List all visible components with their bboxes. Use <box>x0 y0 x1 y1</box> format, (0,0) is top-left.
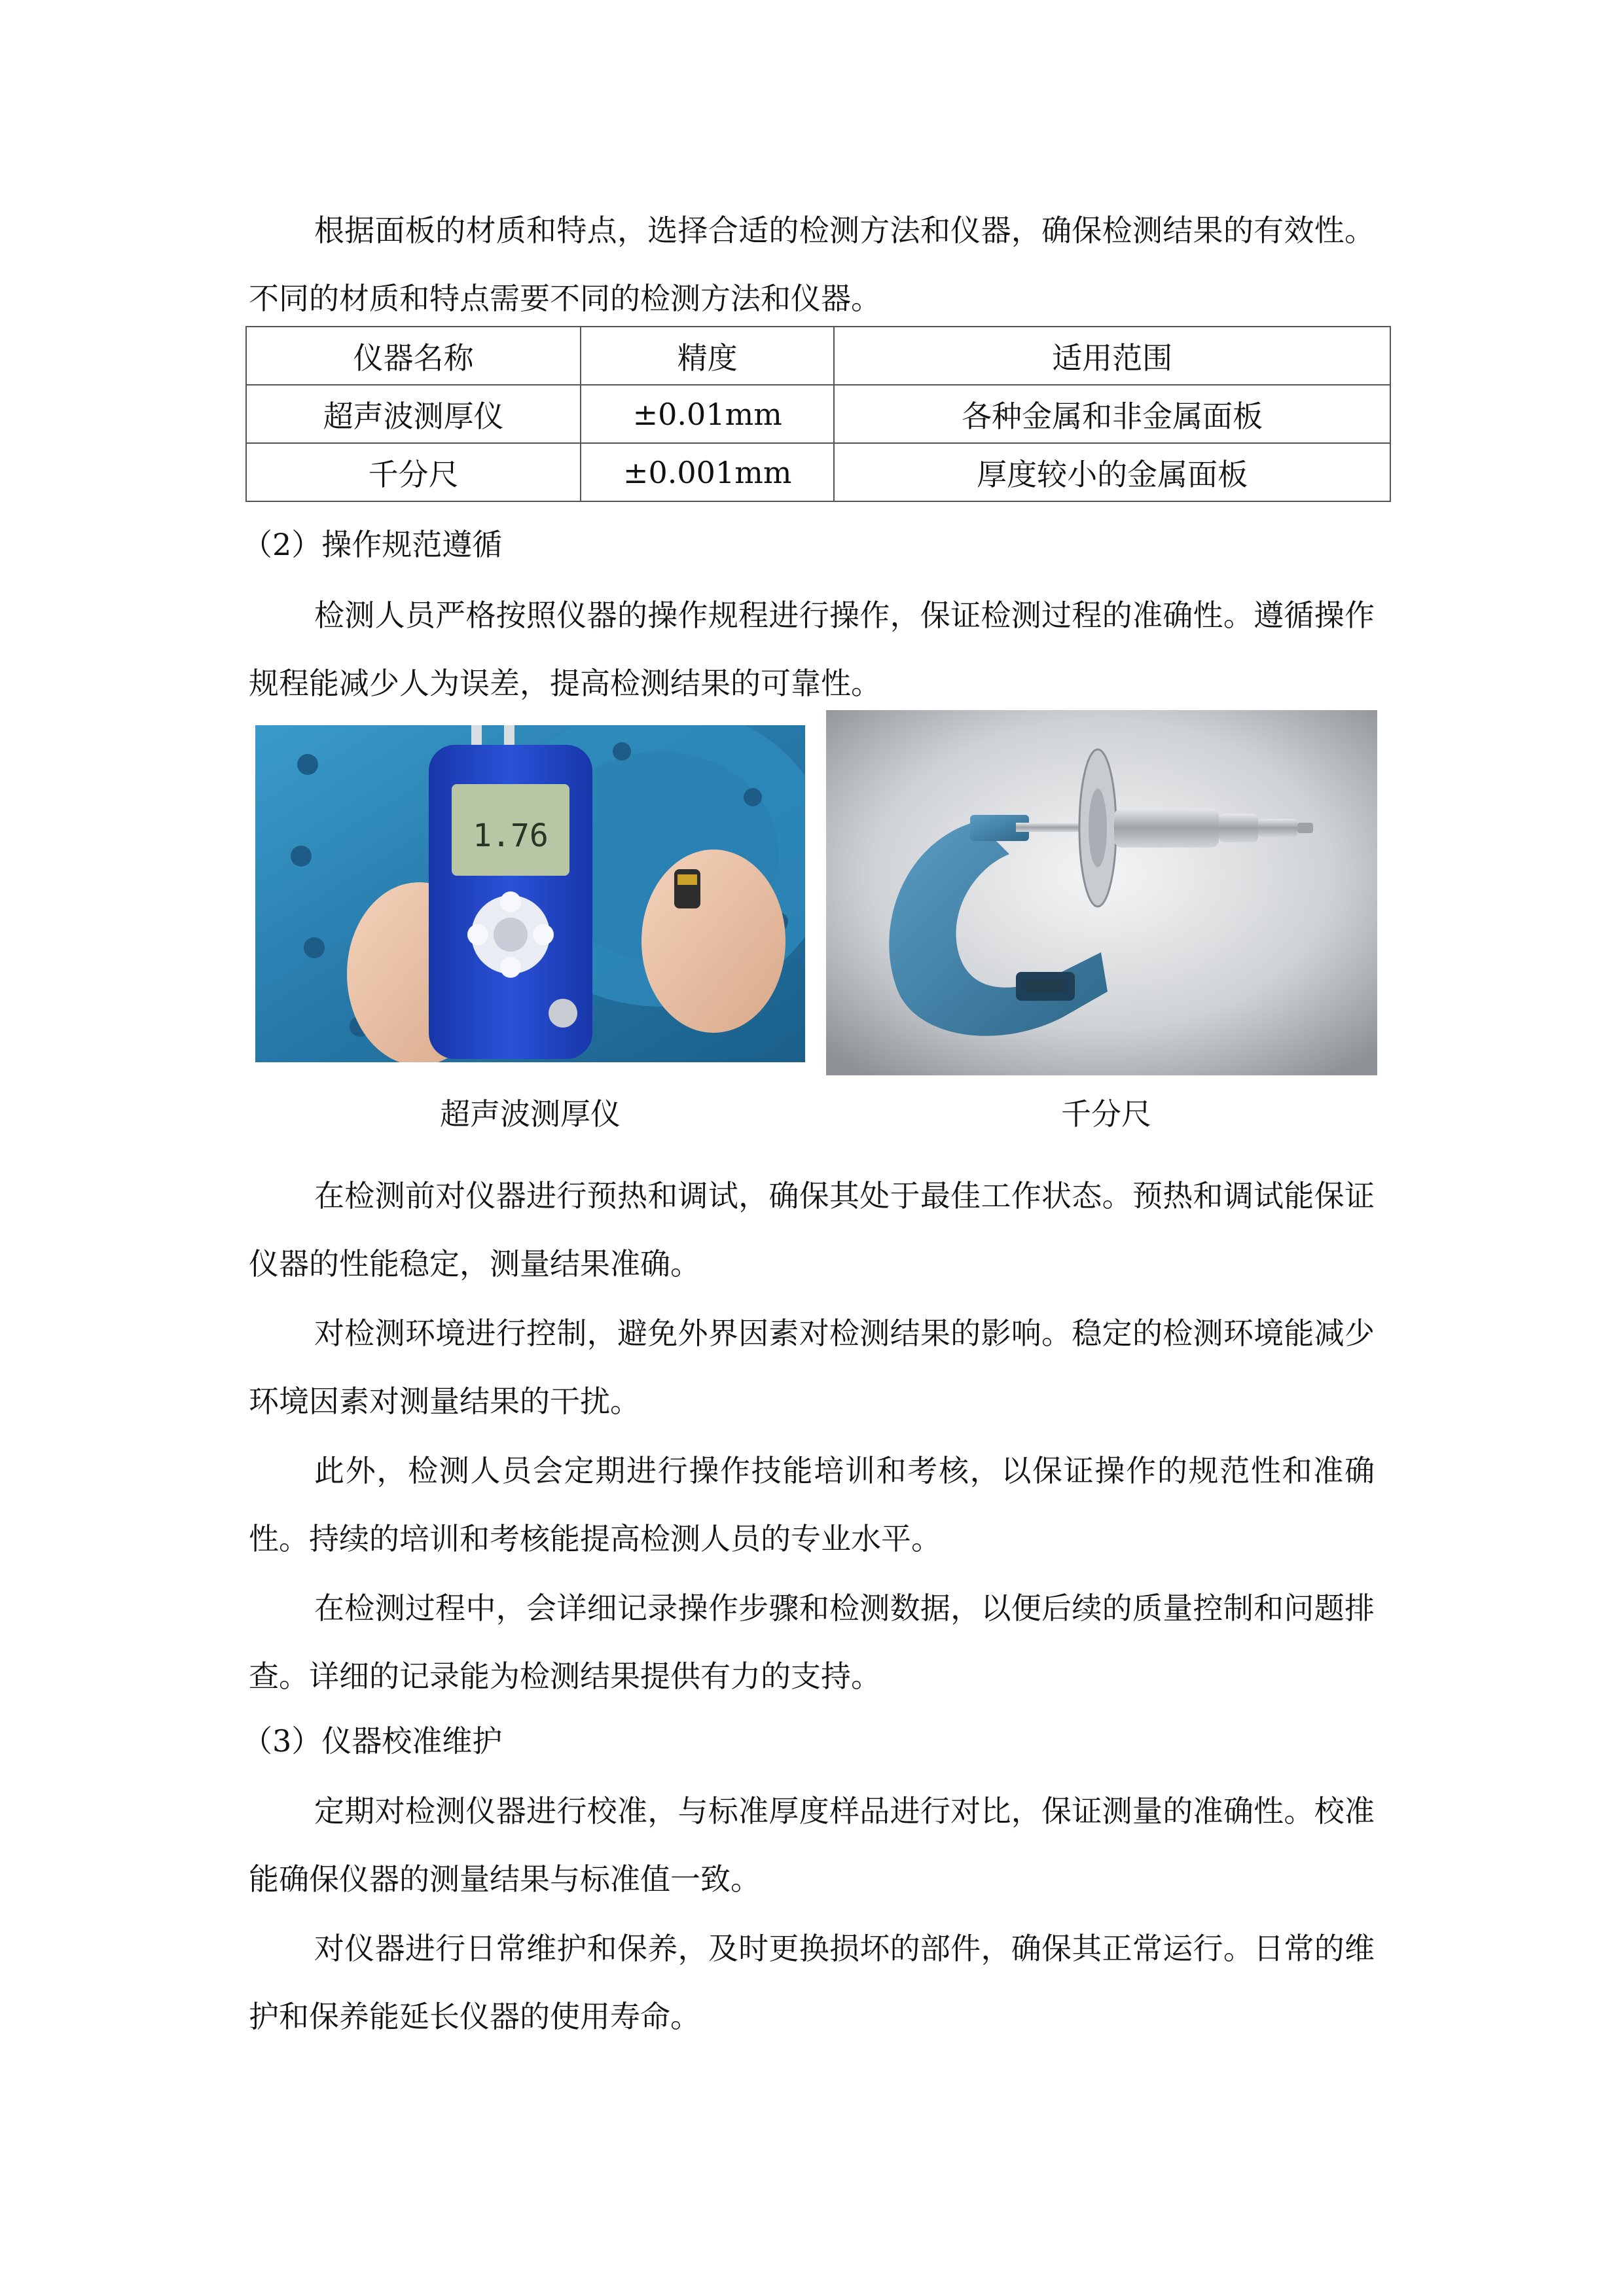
ultrasonic-gauge-photo <box>255 725 805 1062</box>
section-2-paragraph-5: 在检测过程中，会详细记录操作步骤和检测数据，以便后续的质量控制和问题排查。详细的记录能为检测结果提供有力的支持。 <box>249 1590 1375 1694</box>
table-cell: 千分尺 <box>246 443 581 501</box>
micrometer-photo <box>826 710 1377 1075</box>
table-cell: 厚度较小的金属面板 <box>834 443 1390 501</box>
table-header-row <box>246 327 1390 385</box>
section-2-paragraph-3: 对检测环境进行控制，避免外界因素对检测结果的影响。稳定的检测环境能减少环境因素对测量结果的干扰。 <box>249 1316 1375 1419</box>
table-row <box>246 443 1390 501</box>
table-cell: 各种金属和非金属面板 <box>834 385 1390 443</box>
section-2-paragraph-1: 检测人员严格按照仪器的操作规程进行操作，保证检测过程的准确性。遵循操作规程能减少人为误差，提高检测结果的可靠性。 <box>249 598 1375 701</box>
section-3-heading: （3）仪器校准维护 <box>242 1723 503 1759</box>
ultrasonic-gauge-illustration <box>255 725 805 1062</box>
table-header-cell: 适用范围 <box>834 327 1390 385</box>
section-2-paragraph-2: 在检测前对仪器进行预热和调试，确保其处于最佳工作状态。预热和调试能保证仪器的性能稳定，测量结果准确。 <box>249 1178 1375 1282</box>
intro-paragraph: 根据面板的材质和特点，选择合适的检测方法和仪器，确保检测结果的有效性。不同的材质和特点需要不同的检测方法和仪器。 <box>249 213 1375 316</box>
table-cell: 超声波测厚仪 <box>246 385 581 443</box>
instrument-table <box>245 326 1391 502</box>
gauge-screen-readout: 1.76 <box>473 817 549 854</box>
table-header-cell: 仪器名称 <box>246 327 581 385</box>
table-cell: ±0.001mm <box>581 443 834 501</box>
section-3-paragraph-1: 定期对检测仪器进行校准，与标准厚度样品进行对比，保证测量的准确性。校准能确保仪器的测量结果与标准值一致。 <box>249 1793 1375 1897</box>
section-2-heading: （2）操作规范遵循 <box>242 527 503 562</box>
table-header-cell: 精度 <box>581 327 834 385</box>
left-figure-caption: 超声波测厚仪 <box>440 1096 621 1132</box>
micrometer-illustration <box>826 710 1377 1075</box>
table-row <box>246 385 1390 443</box>
table-cell: ±0.01mm <box>581 385 834 443</box>
section-2-paragraph-4: 此外，检测人员会定期进行操作技能培训和考核，以保证操作的规范性和准确性。持续的培训和考核能提高检测人员的专业水平。 <box>249 1453 1375 1556</box>
right-figure-caption: 千分尺 <box>1061 1096 1151 1132</box>
section-3-paragraph-2: 对仪器进行日常维护和保养，及时更换损坏的部件，确保其正常运行。日常的维护和保养能延长仪器的使用寿命。 <box>249 1931 1375 2034</box>
